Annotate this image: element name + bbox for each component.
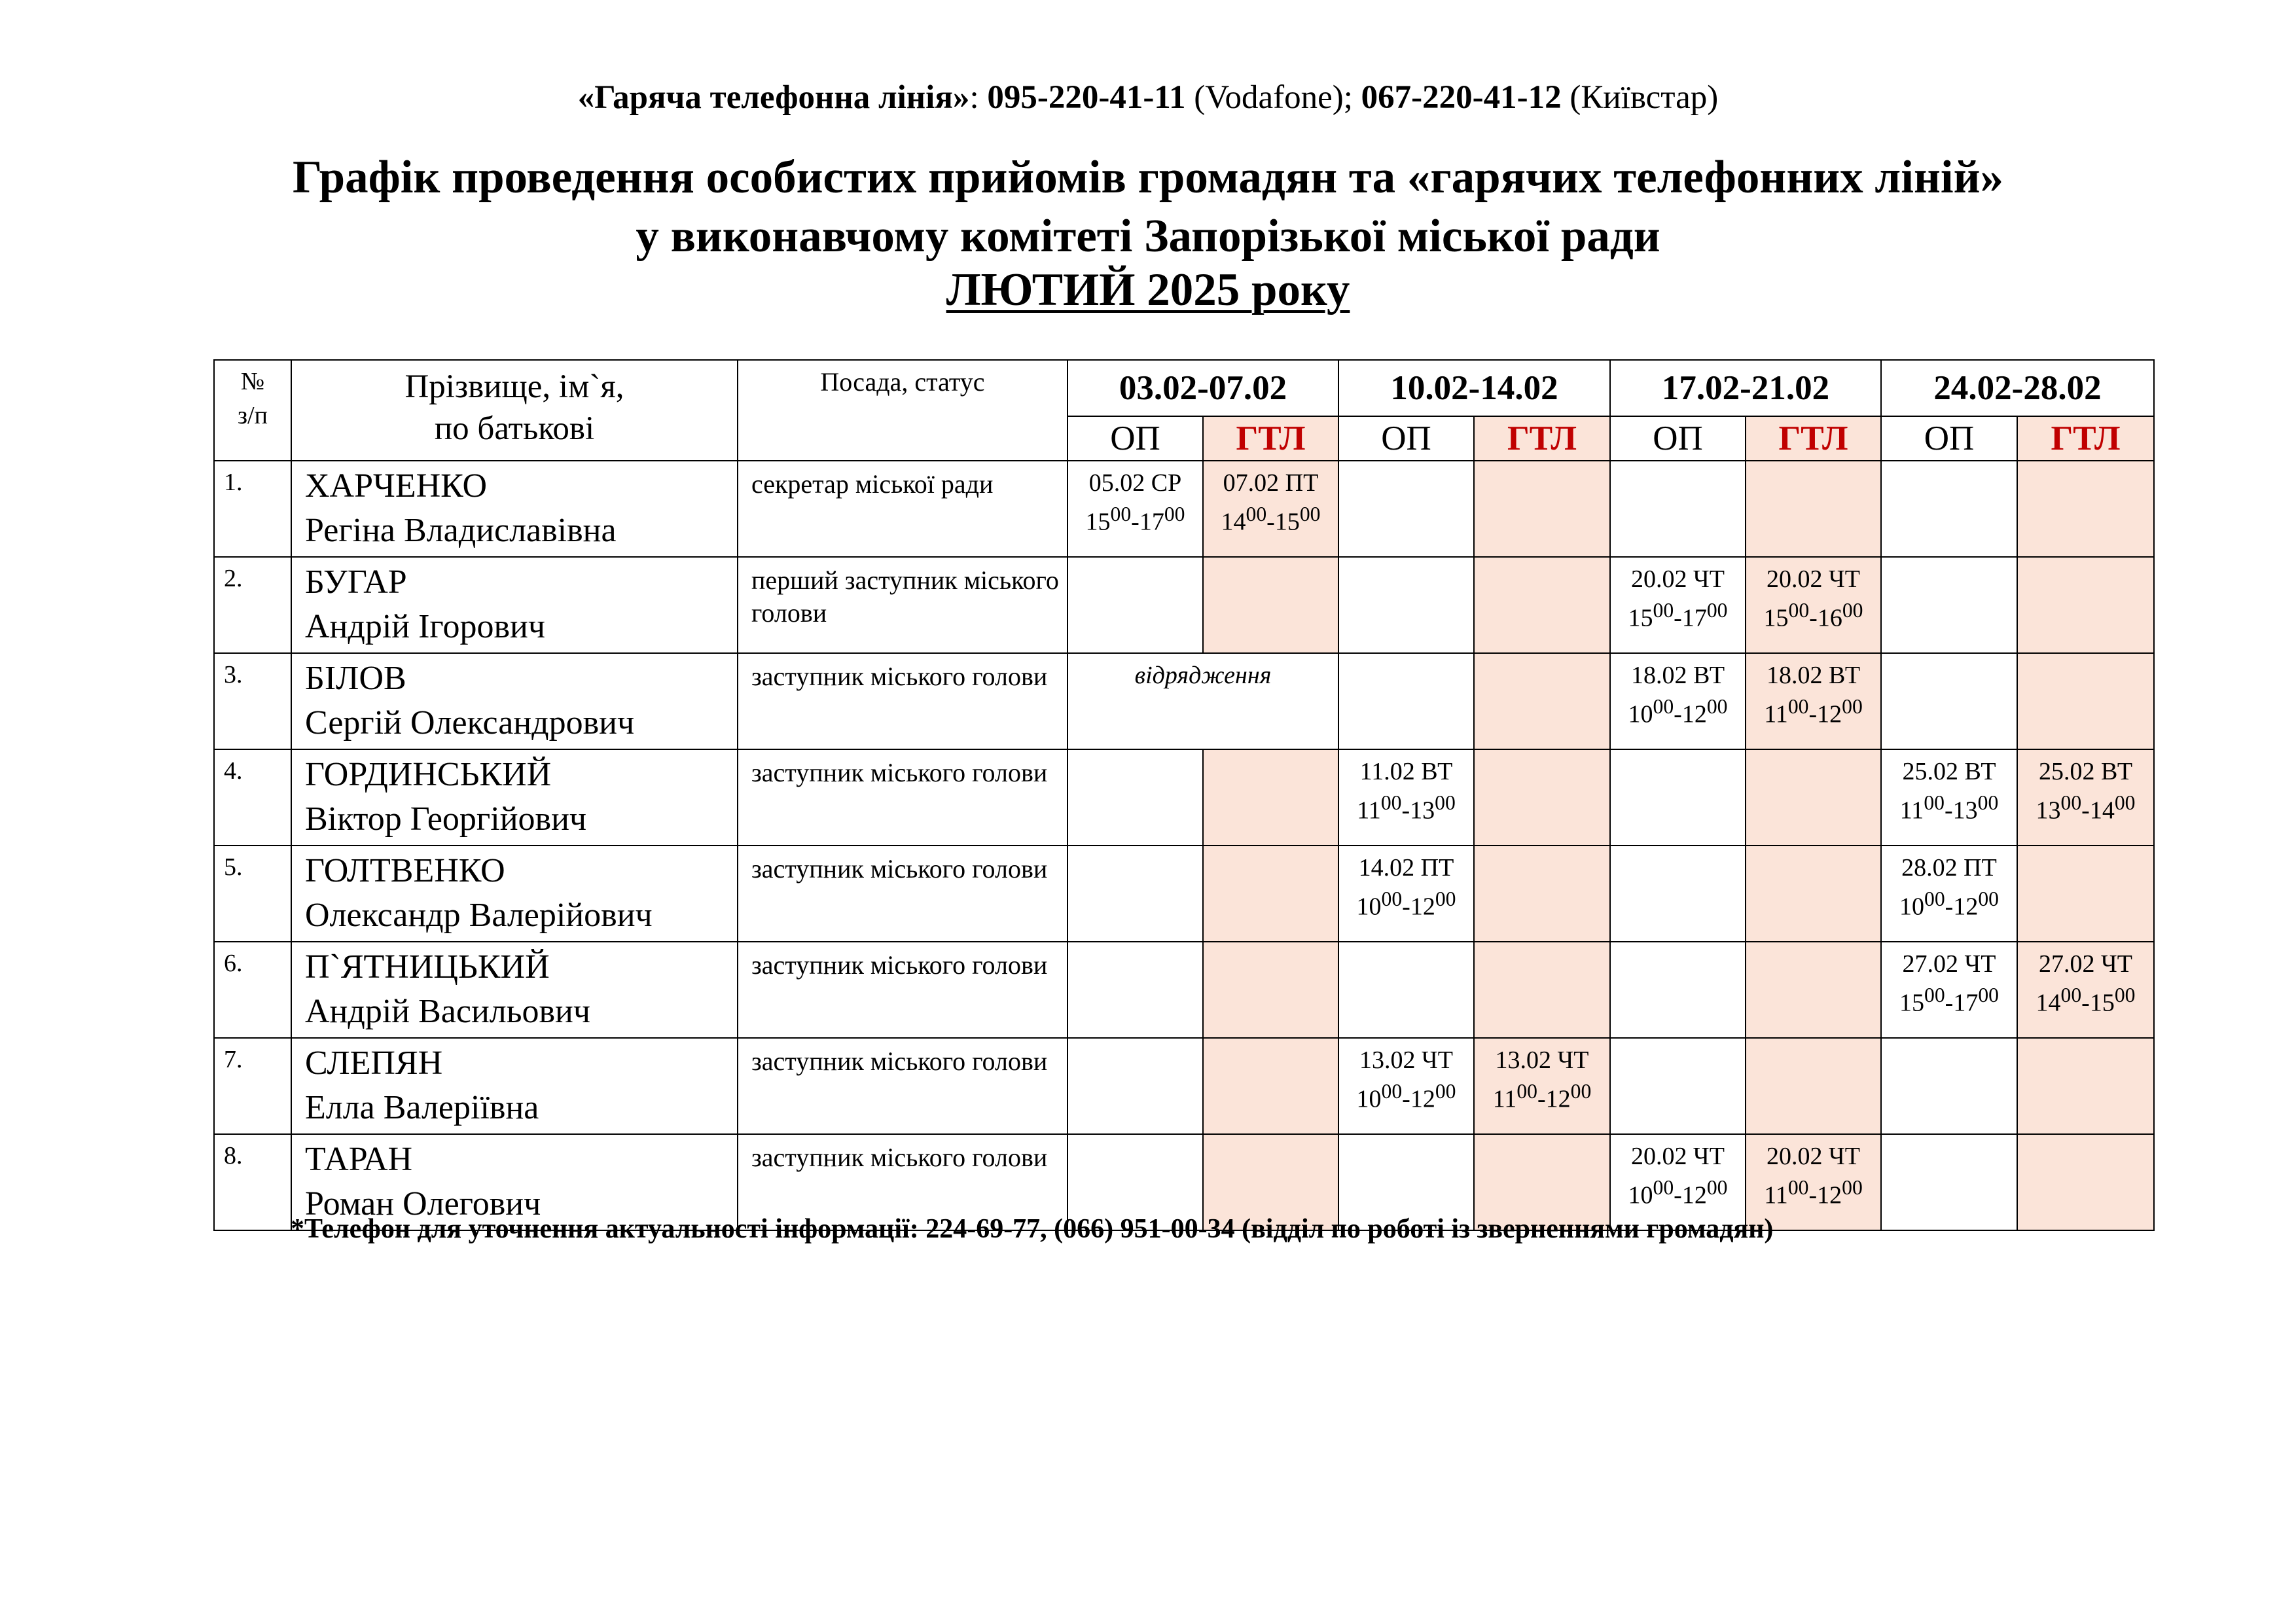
time-to-hour: 15 bbox=[1274, 508, 1300, 536]
time-dash: - bbox=[1266, 508, 1275, 536]
hotline-separator: : bbox=[969, 79, 988, 116]
op-cell bbox=[1338, 1038, 1474, 1134]
time-from-minutes: 00 bbox=[1110, 503, 1132, 526]
op-cell bbox=[1881, 846, 2017, 942]
header-op: ОП bbox=[1067, 416, 1203, 461]
gtl-cell bbox=[2017, 1038, 2154, 1134]
gtl-cell bbox=[2017, 461, 2154, 557]
op-cell bbox=[1881, 557, 2017, 653]
time-dash: - bbox=[1809, 604, 1818, 632]
op-cell bbox=[1610, 942, 1746, 1038]
gtl-cell bbox=[2017, 653, 2154, 749]
time-to-minutes: 00 bbox=[1977, 791, 1999, 814]
op-cell bbox=[1067, 749, 1203, 846]
time-from-minutes: 00 bbox=[1787, 1176, 1809, 1199]
table-row bbox=[214, 846, 2154, 942]
time-from-hour: 15 bbox=[1899, 989, 1925, 1017]
op-cell bbox=[1881, 1134, 2017, 1230]
time-dash: - bbox=[1131, 508, 1139, 536]
row-position: заступник міського голови bbox=[738, 1038, 1067, 1134]
appointment-time bbox=[1746, 595, 1880, 634]
time-to-minutes: 00 bbox=[1842, 1176, 1863, 1199]
appointment-day: 27.02 ЧТ bbox=[2039, 950, 2132, 978]
appointment-day: 13.02 ЧТ bbox=[1495, 1046, 1589, 1074]
time-from-hour: 10 bbox=[1356, 893, 1382, 921]
time-dash: - bbox=[1401, 796, 1410, 825]
appointment-time bbox=[1882, 787, 2017, 827]
time-to-minutes: 00 bbox=[1706, 599, 1728, 622]
appointment-day: 20.02 ЧТ bbox=[1767, 565, 1860, 593]
time-to-minutes: 00 bbox=[1978, 887, 1999, 910]
op-cell bbox=[1610, 557, 1746, 653]
op-cell bbox=[1067, 557, 1203, 653]
time-dash: - bbox=[1674, 700, 1682, 728]
gtl-cell bbox=[1746, 1038, 1881, 1134]
appointment-time bbox=[1339, 883, 1473, 923]
appointment-time bbox=[2018, 980, 2153, 1019]
gtl-cell bbox=[2017, 557, 2154, 653]
gtl-cell bbox=[1203, 1038, 1338, 1134]
appointment-time bbox=[1882, 883, 2017, 923]
op-cell bbox=[1338, 846, 1474, 942]
appointment-time bbox=[1611, 595, 1745, 634]
op-cell bbox=[1881, 749, 2017, 846]
given-names: Андрій Васильович bbox=[305, 993, 590, 1030]
time-from-hour: 15 bbox=[1085, 508, 1111, 536]
header-week-3: 17.02-21.02 bbox=[1610, 360, 1881, 416]
table-row bbox=[214, 749, 2154, 846]
appointment-day: 25.02 ВТ bbox=[2038, 758, 2133, 785]
time-from-hour: 14 bbox=[2036, 989, 2061, 1017]
row-position: заступник міського голови bbox=[738, 653, 1067, 749]
footnote: *Телефон для уточнення актуальності інформації: 224-69-77, (066) 951-00-34 (відділ по роботі із зверненнями громадян) bbox=[291, 1214, 1774, 1244]
row-full-name bbox=[291, 942, 738, 1038]
time-from-minutes: 00 bbox=[1653, 1176, 1674, 1199]
time-from-minutes: 00 bbox=[1516, 1080, 1537, 1103]
appointment-time bbox=[1068, 499, 1202, 538]
given-names: Роман Олегович bbox=[305, 1185, 541, 1222]
time-from-minutes: 00 bbox=[1653, 695, 1674, 718]
row-number: 6. bbox=[214, 942, 291, 1038]
header-gtl: ГТЛ bbox=[1474, 416, 1610, 461]
op-cell bbox=[1067, 942, 1203, 1038]
appointment-day: 20.02 ЧТ bbox=[1767, 1143, 1860, 1170]
appointment-day: 11.02 ВТ bbox=[1359, 758, 1453, 785]
time-to-minutes: 00 bbox=[2114, 791, 2136, 814]
time-from-hour: 11 bbox=[1357, 796, 1381, 825]
hotline-label: «Гаряча телефонна лінія» bbox=[577, 79, 970, 116]
appointment-day: 07.02 ПТ bbox=[1223, 469, 1319, 497]
time-from-minutes: 00 bbox=[1788, 599, 1810, 622]
time-to-minutes: 00 bbox=[1706, 695, 1728, 718]
table-row bbox=[214, 557, 2154, 653]
appointment-day: 18.02 ВТ bbox=[1766, 662, 1861, 689]
surname: БІЛОВ bbox=[305, 660, 406, 697]
time-to-hour: 13 bbox=[1410, 796, 1435, 825]
time-from-hour: 15 bbox=[1763, 604, 1789, 632]
appointment-day: 27.02 ЧТ bbox=[1902, 950, 1996, 978]
time-to-hour: 16 bbox=[1817, 604, 1842, 632]
time-dash: - bbox=[1674, 604, 1682, 632]
time-from-minutes: 00 bbox=[1246, 503, 1267, 526]
time-to-hour: 17 bbox=[1681, 604, 1707, 632]
row-full-name bbox=[291, 1038, 738, 1134]
gtl-cell bbox=[1203, 461, 1338, 557]
time-from-hour: 14 bbox=[1221, 508, 1246, 536]
gtl-cell bbox=[1203, 846, 1338, 942]
title-line-1: Графік проведення особистих прийомів громадян та «гарячих телефонних ліній» bbox=[292, 152, 2004, 203]
given-names: Регіна Владиславівна bbox=[305, 512, 617, 549]
hotline-operator-vodafone: (Vodafone); bbox=[1185, 79, 1361, 116]
surname: БУГАР bbox=[305, 563, 407, 601]
title-month: ЛЮТИЙ 2025 року bbox=[946, 264, 1350, 315]
time-to-minutes: 00 bbox=[1570, 1080, 1592, 1103]
gtl-cell bbox=[2017, 749, 2154, 846]
surname: ГОРДИНСЬКИЙ bbox=[305, 756, 552, 793]
surname: П`ЯТНИЦЬКИЙ bbox=[305, 948, 550, 986]
time-from-minutes: 00 bbox=[2060, 984, 2082, 1007]
op-cell bbox=[1881, 1038, 2017, 1134]
header-op: ОП bbox=[1881, 416, 2017, 461]
op-cell bbox=[1881, 942, 2017, 1038]
time-dash: - bbox=[2081, 796, 2090, 825]
gtl-cell bbox=[1746, 461, 1881, 557]
time-dash: - bbox=[1808, 1181, 1818, 1209]
appointment-time bbox=[1204, 499, 1338, 538]
gtl-cell bbox=[1474, 653, 1610, 749]
time-to-hour: 12 bbox=[1817, 1181, 1842, 1209]
header-op: ОП bbox=[1338, 416, 1474, 461]
appointment-time bbox=[1339, 1076, 1473, 1115]
row-full-name bbox=[291, 653, 738, 749]
time-from-hour: 10 bbox=[1356, 1085, 1382, 1113]
schedule-body bbox=[214, 461, 2154, 1230]
surname: ГОЛТВЕНКО bbox=[305, 852, 505, 889]
given-names: Андрій Ігорович bbox=[305, 608, 545, 645]
time-from-hour: 11 bbox=[1764, 700, 1788, 728]
hotline-operator-kyivstar: (Київстар) bbox=[1561, 79, 1719, 116]
appointment-time bbox=[1746, 691, 1880, 730]
gtl-cell bbox=[1474, 942, 1610, 1038]
gtl-cell bbox=[1746, 557, 1881, 653]
row-full-name bbox=[291, 749, 738, 846]
time-to-hour: 17 bbox=[1139, 508, 1164, 536]
row-number: 3. bbox=[214, 653, 291, 749]
business-trip-note: відрядження bbox=[1067, 653, 1338, 749]
time-from-minutes: 00 bbox=[1924, 887, 1945, 910]
header-gtl: ГТЛ bbox=[1203, 416, 1338, 461]
op-cell bbox=[1338, 557, 1474, 653]
header-op: ОП bbox=[1610, 416, 1746, 461]
row-position: заступник міського голови bbox=[738, 942, 1067, 1038]
surname: ТАРАН bbox=[305, 1141, 413, 1178]
appointment-time bbox=[1611, 1172, 1745, 1211]
time-to-minutes: 00 bbox=[1435, 791, 1456, 814]
row-position: перший заступник міського голови bbox=[738, 557, 1067, 653]
gtl-cell bbox=[1203, 749, 1338, 846]
appointment-day: 14.02 ПТ bbox=[1358, 854, 1454, 882]
row-number: 2. bbox=[214, 557, 291, 653]
time-from-minutes: 00 bbox=[1924, 791, 1945, 814]
row-full-name bbox=[291, 461, 738, 557]
time-to-hour: 15 bbox=[2089, 989, 2115, 1017]
appointment-time bbox=[1339, 787, 1473, 827]
row-full-name bbox=[291, 557, 738, 653]
appointment-day: 28.02 ПТ bbox=[1901, 854, 1997, 882]
time-from-minutes: 00 bbox=[2060, 791, 2082, 814]
header-gtl: ГТЛ bbox=[2017, 416, 2154, 461]
op-cell bbox=[1610, 461, 1746, 557]
op-cell bbox=[1067, 461, 1203, 557]
row-number: 5. bbox=[214, 846, 291, 942]
appointment-day: 13.02 ЧТ bbox=[1359, 1046, 1453, 1074]
hotline-info bbox=[0, 77, 2296, 118]
row-number: 4. bbox=[214, 749, 291, 846]
gtl-cell bbox=[1746, 653, 1881, 749]
op-cell bbox=[1610, 1038, 1746, 1134]
header-row-weeks bbox=[214, 360, 2154, 416]
table-row bbox=[214, 461, 2154, 557]
appointment-time bbox=[2018, 787, 2153, 827]
header-number: № з/п bbox=[214, 360, 291, 461]
row-position: секретар міської ради bbox=[738, 461, 1067, 557]
appointment-day: 20.02 ЧТ bbox=[1631, 1143, 1725, 1170]
gtl-cell bbox=[1746, 749, 1881, 846]
op-cell bbox=[1338, 461, 1474, 557]
time-from-minutes: 00 bbox=[1787, 695, 1809, 718]
time-to-hour: 12 bbox=[1953, 893, 1979, 921]
row-position: заступник міського голови bbox=[738, 749, 1067, 846]
given-names: Елла Валеріївна bbox=[305, 1089, 539, 1126]
op-cell bbox=[1338, 653, 1474, 749]
op-cell bbox=[1338, 749, 1474, 846]
time-to-minutes: 00 bbox=[1435, 887, 1456, 910]
hotline-phone-kyivstar: 067-220-41-12 bbox=[1361, 79, 1562, 116]
gtl-cell bbox=[2017, 942, 2154, 1038]
time-to-minutes: 00 bbox=[1164, 503, 1185, 526]
time-dash: - bbox=[1537, 1085, 1546, 1113]
time-to-hour: 12 bbox=[1817, 700, 1842, 728]
time-to-minutes: 00 bbox=[1978, 984, 1999, 1007]
table-row bbox=[214, 942, 2154, 1038]
time-dash: - bbox=[1808, 700, 1818, 728]
time-to-hour: 12 bbox=[1410, 1085, 1435, 1113]
time-to-minutes: 00 bbox=[1299, 503, 1321, 526]
op-cell bbox=[1881, 461, 2017, 557]
gtl-cell bbox=[1203, 557, 1338, 653]
time-dash: - bbox=[1674, 1181, 1682, 1209]
surname: СЛЕПЯН bbox=[305, 1044, 443, 1082]
gtl-cell bbox=[1746, 942, 1881, 1038]
gtl-cell bbox=[1474, 846, 1610, 942]
schedule-table bbox=[213, 359, 2155, 1231]
time-from-hour: 10 bbox=[1899, 893, 1925, 921]
time-to-hour: 12 bbox=[1681, 700, 1707, 728]
gtl-cell bbox=[1474, 749, 1610, 846]
appointment-day: 18.02 ВТ bbox=[1630, 662, 1725, 689]
op-cell bbox=[1338, 942, 1474, 1038]
time-from-hour: 10 bbox=[1628, 700, 1653, 728]
table-row bbox=[214, 653, 2154, 749]
header-gtl: ГТЛ bbox=[1746, 416, 1881, 461]
time-to-hour: 17 bbox=[1953, 989, 1979, 1017]
header-week-4: 24.02-28.02 bbox=[1881, 360, 2154, 416]
header-week-2: 10.02-14.02 bbox=[1338, 360, 1610, 416]
appointment-time bbox=[1475, 1076, 1609, 1115]
appointment-time bbox=[1746, 1172, 1880, 1211]
surname: ХАРЧЕНКО bbox=[305, 467, 488, 505]
time-from-hour: 11 bbox=[1764, 1181, 1788, 1209]
time-dash: - bbox=[1402, 1085, 1410, 1113]
op-cell bbox=[1610, 749, 1746, 846]
op-cell bbox=[1610, 653, 1746, 749]
time-dash: - bbox=[1945, 893, 1954, 921]
time-dash: - bbox=[1945, 989, 1954, 1017]
op-cell bbox=[1067, 846, 1203, 942]
header-position: Посада, статус bbox=[738, 360, 1067, 461]
time-to-hour: 14 bbox=[2089, 796, 2115, 825]
time-from-hour: 10 bbox=[1628, 1181, 1653, 1209]
op-cell bbox=[1881, 653, 2017, 749]
given-names: Олександр Валерійович bbox=[305, 897, 653, 934]
time-to-hour: 12 bbox=[1410, 893, 1435, 921]
hotline-phone-vodafone: 095-220-41-11 bbox=[987, 79, 1186, 116]
time-dash: - bbox=[1402, 893, 1410, 921]
time-to-minutes: 00 bbox=[1435, 1080, 1456, 1103]
appointment-time bbox=[1882, 980, 2017, 1019]
appointment-day: 05.02 СР bbox=[1088, 469, 1182, 497]
time-from-minutes: 00 bbox=[1380, 791, 1402, 814]
time-from-hour: 13 bbox=[2036, 796, 2061, 825]
header-full-name: Прізвище, ім`я, по батькові bbox=[291, 360, 738, 461]
table-row bbox=[214, 1038, 2154, 1134]
time-from-minutes: 00 bbox=[1381, 1080, 1403, 1103]
appointment-day: 25.02 ВТ bbox=[1902, 758, 1996, 785]
op-cell bbox=[1067, 1038, 1203, 1134]
row-number: 8. bbox=[214, 1134, 291, 1230]
time-dash: - bbox=[2081, 989, 2090, 1017]
time-to-hour: 12 bbox=[1681, 1181, 1707, 1209]
gtl-cell bbox=[1746, 846, 1881, 942]
time-to-minutes: 00 bbox=[1842, 695, 1863, 718]
time-from-hour: 11 bbox=[1492, 1085, 1517, 1113]
time-from-hour: 11 bbox=[1899, 796, 1924, 825]
row-position: заступник міського голови bbox=[738, 846, 1067, 942]
header-week-1: 03.02-07.02 bbox=[1067, 360, 1338, 416]
time-from-hour: 15 bbox=[1628, 604, 1653, 632]
time-to-hour: 12 bbox=[1545, 1085, 1571, 1113]
gtl-cell bbox=[1474, 1038, 1610, 1134]
appointment-day: 20.02 ЧТ bbox=[1631, 565, 1725, 593]
time-from-minutes: 00 bbox=[1924, 984, 1945, 1007]
time-from-minutes: 00 bbox=[1653, 599, 1674, 622]
row-position: заступник міського голови bbox=[738, 1134, 1067, 1230]
appointment-time bbox=[1611, 691, 1745, 730]
time-dash: - bbox=[1944, 796, 1953, 825]
given-names: Віктор Георгійович bbox=[305, 800, 587, 838]
time-to-minutes: 00 bbox=[1706, 1176, 1728, 1199]
time-to-minutes: 00 bbox=[2114, 984, 2136, 1007]
gtl-cell bbox=[1474, 557, 1610, 653]
gtl-cell bbox=[1203, 942, 1338, 1038]
gtl-cell bbox=[2017, 1134, 2154, 1230]
row-number: 7. bbox=[214, 1038, 291, 1134]
row-full-name bbox=[291, 846, 738, 942]
time-from-minutes: 00 bbox=[1381, 887, 1403, 910]
gtl-cell bbox=[2017, 846, 2154, 942]
time-to-minutes: 00 bbox=[1842, 599, 1863, 622]
given-names: Сергій Олександрович bbox=[305, 704, 635, 741]
row-number: 1. bbox=[214, 461, 291, 557]
gtl-cell bbox=[1474, 461, 1610, 557]
time-to-hour: 13 bbox=[1952, 796, 1978, 825]
op-cell bbox=[1610, 846, 1746, 942]
title-line-2: у виконавчому комітеті Запорізької міської ради bbox=[636, 211, 1660, 262]
